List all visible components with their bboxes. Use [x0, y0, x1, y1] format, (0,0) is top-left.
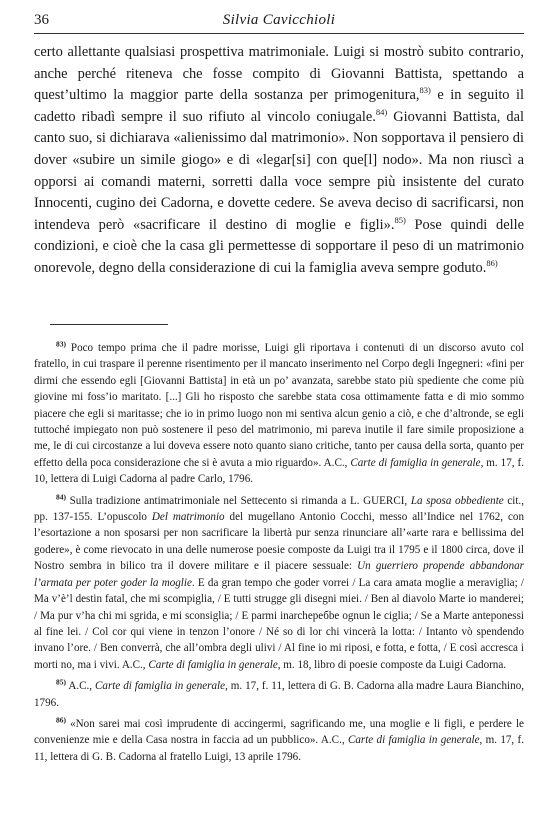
body-text-segment: certo allettante qualsiasi prospettiva matrimoniale. Luigi si mostrò subito contrario, anche perché riteneva che fosse compito di Giovanni Battista, spettando a quest’ultimo la maggior parte della sostanza per primogenitura,	[34, 44, 524, 104]
footnote	[34, 340, 524, 488]
footnote-text: A.C.,	[66, 680, 95, 693]
footnote-reference: 85)	[394, 214, 406, 225]
page-number: 36	[34, 12, 49, 28]
footnote-reference: 83)	[419, 85, 431, 96]
footnote-reference: 84)	[375, 106, 388, 117]
footnote	[34, 716, 524, 765]
footnote-text: , m. 17, f. 11, lettera di G. B. Cadorna alla madre Laura Bianchino, 1796.	[34, 680, 525, 709]
body-text	[34, 42, 524, 280]
footnote-text: , m. 18, libro di poesie composte da Luigi Cadorna.	[277, 658, 507, 671]
body-text-segment: e in seguito il cadetto ribadì sempre il suo rifiuto al vincolo coniugale.	[34, 87, 524, 125]
footnote-text: cit., pp. 137-155. L’opuscolo	[34, 494, 524, 524]
footnote-number: 83)	[56, 339, 66, 349]
footnote-text: «Non sarei mai così imprudente di accingermi, sagrificando me, una moglie e li figli, e perdere le convenienze mie e della Casa nostra in faccia ad un pubblico». A.C.,	[34, 717, 524, 747]
footnote-text: del mugellano Antonio Cocchi, messo all’Indice nel 1762, con l’esortazione a non sposarsi per non sacrificare la libertà pur senza rinunciare all’«arte rara e bellissima del godere», è come rievocato in una delle numerose poesie composte da Luigi tra il 1795 e il 1800 circa, dove il Nostro sembra in bilico tra il dovere militare e il piacere sessuale:	[34, 511, 524, 573]
page-header	[34, 10, 524, 32]
footnote-number: 86)	[56, 715, 66, 725]
footnote-text: Sulla tradizione antimatrimoniale nel Settecento si rimanda a L. GUERCI,	[66, 494, 411, 507]
footnote-title: Carte di famiglia in generale	[350, 456, 481, 469]
body-text-segment: Giovanni Battista, dal canto suo, si dichiarava «alienissimo dal matrimonio». Non sopportava il pensiero di dover «subire un simile giogo» e di «legar[si] con que[l] nodo». Ma non riuscì a opporsi ai comandi materni, sorretti dalla voce sempre più insistente del curato Innocenti, cugino dei Cadorna, e dovette cedere. Se aveva deciso di sacrificarsi, non intendeva però «sacrificare il destino di moglie e figli».	[34, 108, 524, 233]
footnote-number: 85)	[56, 677, 66, 687]
footnote-title: Carte di famiglia in generale	[148, 658, 278, 671]
footnote-number: 84)	[56, 491, 66, 501]
footnote-title: Carte di famiglia in generale	[95, 680, 226, 693]
footnote-reference: 86)	[486, 258, 498, 269]
footnote-title: Del matrimonio	[151, 511, 225, 524]
footnote-text: Poco tempo prima che il padre morisse, Luigi gli riportava i contenuti di un discorso avuto col fratello, in cui traspare il perenne risentimento per il mancato inserimento nel Corpo degli Ingegneri: «fini per dirmi che essendo egli [Giovanni Battista] in età un po’ avanzata, sarebbe stato più spediente che come più giovine mi foss’io maritato. [...] Gli ho risposto che sarebbe stata cosa ottimamente fatta e di mio sommo piacere che egli si maritasse; che io in primo luogo non mi sentiva alcun genio a ciò, e che d’altronde, se egli tuttoché impiegato non può sostenere il peso del matrimonio, mi pareva inutile il fare simile proposizione a me, le di cui circostanze a lui doveva essere noto quanto siano critiche, tanto per causa della sorta, quanto per effetto della poca considerazione che si è avuta a mio riguardo». A.C.,	[34, 342, 524, 469]
footnote-title: Carte di famiglia in generale	[347, 734, 480, 747]
header-rule	[34, 33, 524, 34]
running-head: Silvia Cavicchioli	[222, 12, 336, 28]
body-paragraph	[34, 42, 524, 280]
footnote	[34, 678, 524, 711]
footnote	[34, 493, 524, 673]
footnote-title: Un guerriero propende abbandonar l’armata per poter goder la moglie	[34, 560, 524, 589]
footnote-text: . E da gran tempo che goder vorrei / La cara amata moglie a meraviglia; / Ma v’è’l destin fatal, che mi scompiglia, / E tutti strugge gli disegni miei. / Ben al diavolo Marte io manderei; / Ma pur v’ha chi mi sgrida, e mi sconsiglia; / E parmi inarcheребbe ognun le ciglia; / Se a Marte anteponessi al fine lei. / Col cor qui viene in tenzon l’onore / Né so di lor chi vincerà la lotta: / Intanto vò spendendo invano l’ore. / Ben converrà, che all’ombra degli ulivi / Al fine io mi riposi, e fotta, e fotta, / E così accresca i morti no, ma i vivi. A.C.,	[34, 576, 524, 671]
body-text-segment: Pose quindi delle condizioni, e cioè che la casa gli permettesse di sopportare il peso di un matrimonio onorevole, degno della considerazione di cui la famiglia aveva sempre goduto.	[34, 216, 524, 276]
footnote-title: La sposa obbediente	[410, 494, 504, 507]
footnotes	[34, 340, 524, 770]
footnote-text: , m. 17, f. 11, lettera di G. B. Cadorna al fratello Luigi, 13 aprile 1796.	[34, 734, 524, 763]
footnote-text: , m. 17, f. 10, lettera di Luigi Cadorna al padre Carlo, 1796.	[34, 456, 524, 486]
footnote-separator	[50, 324, 168, 325]
